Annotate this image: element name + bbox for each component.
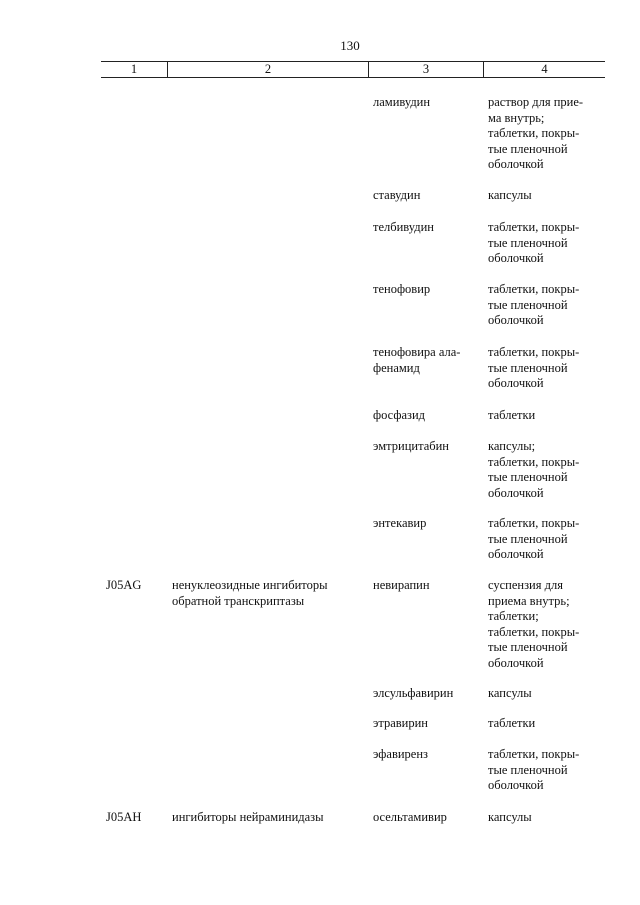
- drug-name: тенофовир: [373, 282, 431, 296]
- dosage-form-line: капсулы: [488, 810, 532, 824]
- drug-name: эфавиренз: [373, 747, 428, 761]
- dosage-form-line: приема внутрь;: [488, 593, 570, 608]
- dosage-form-line: тые пленочной: [488, 360, 568, 375]
- dosage-form-cell: [488, 408, 600, 424]
- group-name-line: ненуклеозидные ингибиторы: [172, 578, 328, 592]
- dosage-form-line: тые пленочной: [488, 640, 568, 654]
- drug-name: фенамид: [373, 360, 420, 375]
- dosage-form-line: таблетки, покры-: [488, 220, 580, 234]
- drug-name-cell: [373, 220, 478, 236]
- header-col-2: 2: [264, 62, 272, 76]
- dosage-form-line: оболочкой: [488, 376, 544, 390]
- drug-name: ставудин: [373, 188, 421, 202]
- dosage-form-line: тые пленочной: [488, 531, 568, 546]
- dosage-form-cell: [488, 95, 600, 173]
- dosage-form-line: таблетки, покры-: [488, 747, 580, 761]
- group-name-cell: [172, 578, 362, 609]
- dosage-form-cell: [488, 578, 600, 671]
- drug-name: этравирин: [373, 716, 428, 730]
- header-col-3: 3: [422, 62, 430, 76]
- dosage-form-line: таблетки: [488, 408, 536, 422]
- dosage-form-line: капсулы: [488, 686, 532, 700]
- dosage-form-line: тые пленочной: [488, 762, 568, 777]
- dosage-form-line: оболочкой: [488, 313, 544, 327]
- header-col-4: 4: [541, 62, 548, 76]
- dosage-form-cell: [488, 747, 600, 794]
- drug-name-cell: [373, 686, 478, 702]
- dosage-form-line: тые пленочной: [488, 235, 568, 250]
- drug-name-cell: [373, 345, 478, 376]
- drug-name-cell: [373, 747, 478, 763]
- dosage-form-line: капсулы;: [488, 439, 536, 453]
- header-col-1: 1: [130, 62, 138, 76]
- dosage-form-line: таблетки, покры-: [488, 282, 580, 296]
- dosage-form-line: таблетки;: [488, 609, 539, 623]
- dosage-form-line: оболочкой: [488, 778, 544, 792]
- drug-name: энтекавир: [373, 516, 427, 530]
- group-name-cell: [172, 810, 362, 826]
- dosage-form-cell: [488, 516, 600, 563]
- dosage-form-line: таблетки, покры-: [488, 345, 580, 359]
- dosage-form-line: оболочкой: [488, 655, 544, 670]
- dosage-form-line: ма внутрь;: [488, 110, 545, 125]
- dosage-form-line: тые пленочной: [488, 470, 568, 484]
- atc-code: J05AH: [106, 810, 142, 824]
- drug-name-cell: [373, 516, 478, 532]
- dosage-form-line: капсулы: [488, 188, 532, 202]
- group-name-line: ингибиторы нейраминидазы: [172, 810, 324, 824]
- drug-name-cell: [373, 408, 478, 424]
- dosage-form-line: тые пленочной: [488, 141, 568, 156]
- dosage-form-line: таблетки, покры-: [488, 126, 580, 140]
- dosage-form-cell: [488, 686, 600, 702]
- drug-name-cell: [373, 716, 478, 732]
- dosage-form-line: оболочкой: [488, 251, 544, 265]
- dosage-form-line: таблетки, покры-: [488, 516, 580, 530]
- dosage-form-cell: [488, 220, 600, 267]
- dosage-form-line: раствор для прие-: [488, 95, 584, 109]
- drug-name-cell: [373, 578, 478, 594]
- drug-name-cell: [373, 188, 478, 204]
- atc-code-cell: [106, 578, 164, 594]
- drug-name-cell: [373, 95, 478, 111]
- dosage-form-line: оболочкой: [488, 157, 544, 171]
- dosage-form-cell: [488, 716, 600, 732]
- dosage-form-line: таблетки, покры-: [488, 624, 580, 639]
- drug-name: элсульфавирин: [373, 686, 454, 700]
- drug-name: осельтамивир: [373, 810, 447, 824]
- drug-name: телбивудин: [373, 220, 434, 234]
- drug-name: невирапин: [373, 578, 430, 592]
- drug-name: тенофовира ала-: [373, 345, 461, 359]
- drug-name-cell: [373, 439, 478, 455]
- dosage-form-line: оболочкой: [488, 547, 544, 561]
- dosage-form-cell: [488, 345, 600, 392]
- dosage-form-line: оболочкой: [488, 485, 544, 500]
- dosage-form-line: суспензия для: [488, 578, 563, 592]
- dosage-form-cell: [488, 282, 600, 329]
- dosage-form-line: таблетки, покры-: [488, 454, 580, 469]
- drug-name: фосфазид: [373, 408, 425, 422]
- dosage-form-line: таблетки: [488, 716, 536, 730]
- page-number: 130: [340, 38, 360, 53]
- drug-name-cell: [373, 810, 478, 826]
- drug-name: эмтрицитабин: [373, 439, 450, 453]
- atc-code: J05AG: [106, 578, 142, 592]
- atc-code-cell: [106, 810, 164, 826]
- drug-name: ламивудин: [373, 95, 431, 109]
- table-header: [101, 61, 605, 78]
- group-name-line: обратной транскриптазы: [172, 593, 305, 608]
- dosage-form-line: тые пленочной: [488, 297, 568, 312]
- dosage-form-cell: [488, 188, 600, 204]
- dosage-form-cell: [488, 810, 600, 826]
- drug-name-cell: [373, 282, 478, 298]
- dosage-form-cell: [488, 439, 600, 501]
